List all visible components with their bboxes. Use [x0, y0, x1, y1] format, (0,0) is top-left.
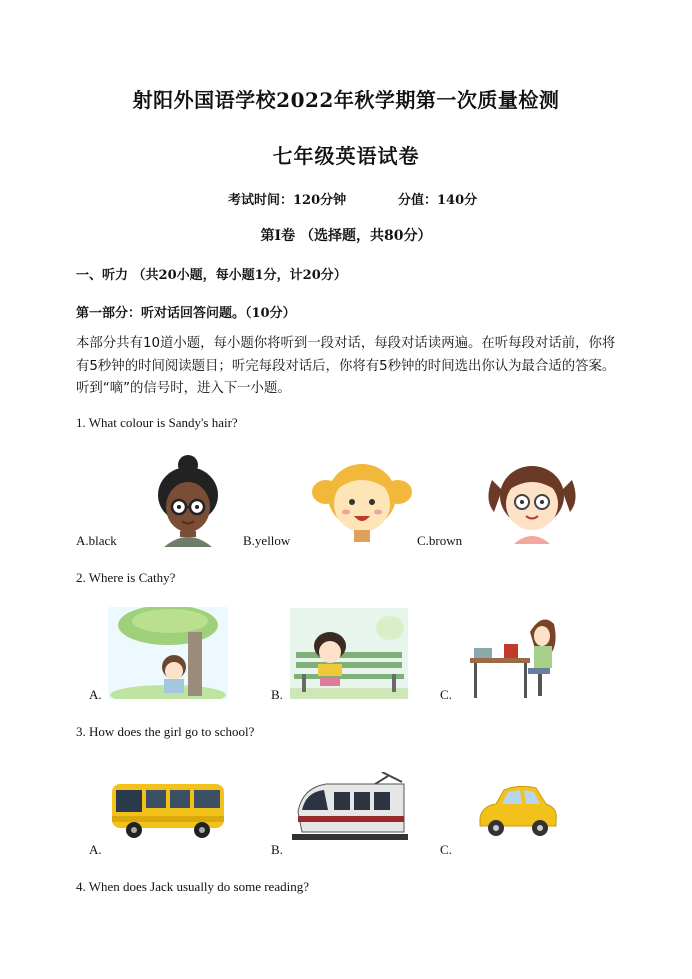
option-a: A.	[89, 687, 102, 702]
option-c: C.	[440, 842, 452, 857]
tree-icon	[108, 607, 228, 699]
option-c: C.	[440, 687, 452, 702]
exam-score: 分值：140分	[398, 193, 478, 208]
car-icon	[476, 780, 560, 842]
option-b: B.	[271, 687, 283, 702]
option-a: A.	[89, 842, 102, 857]
desk-icon	[466, 612, 566, 700]
bus-icon	[108, 778, 228, 840]
option-c: C.brown	[417, 533, 463, 548]
girl-brown-hair-icon	[484, 460, 580, 544]
option-a: A.black	[76, 533, 117, 548]
girl-black-hair-icon	[148, 455, 228, 547]
exam-subtitle: 七年级英语试卷	[272, 144, 420, 168]
exam-title: 射阳外国语学校2022年秋学期第一次质量检测	[132, 88, 560, 112]
question-4: 4. When does Jack usually do some reading?	[76, 879, 309, 894]
question-3: 3. How does the girl go to school?	[76, 724, 255, 739]
option-b: B.	[271, 842, 283, 857]
volume-heading: 第Ⅰ卷 （选择题，共80分）	[260, 228, 432, 244]
option-b: B.yellow	[243, 533, 291, 548]
section-heading: 一、听力 （共20小题，每小题1分，计20分）	[76, 268, 347, 283]
girl-yellow-hair-icon	[312, 462, 412, 542]
question-1: 1. What colour is Sandy's hair?	[76, 415, 238, 430]
exam-time: 考试时间：120分钟	[228, 193, 347, 208]
part-heading: 第一部分：听对话回答问题。（10分）	[76, 306, 296, 321]
park-bench-icon	[290, 608, 408, 699]
question-2: 2. Where is Cathy?	[76, 570, 176, 585]
tram-icon	[292, 772, 408, 846]
instructions-paragraph: 本部分共有10道小题，每小题你将听到一段对话，每段对话读两遍。在听每段对话前，你将有5秒钟的时间阅读题目；听完每段对话后，你将有5秒钟的时间选出你认为最合适的答案。听到“嘀”的信号时，进入下一小题。	[76, 336, 616, 396]
